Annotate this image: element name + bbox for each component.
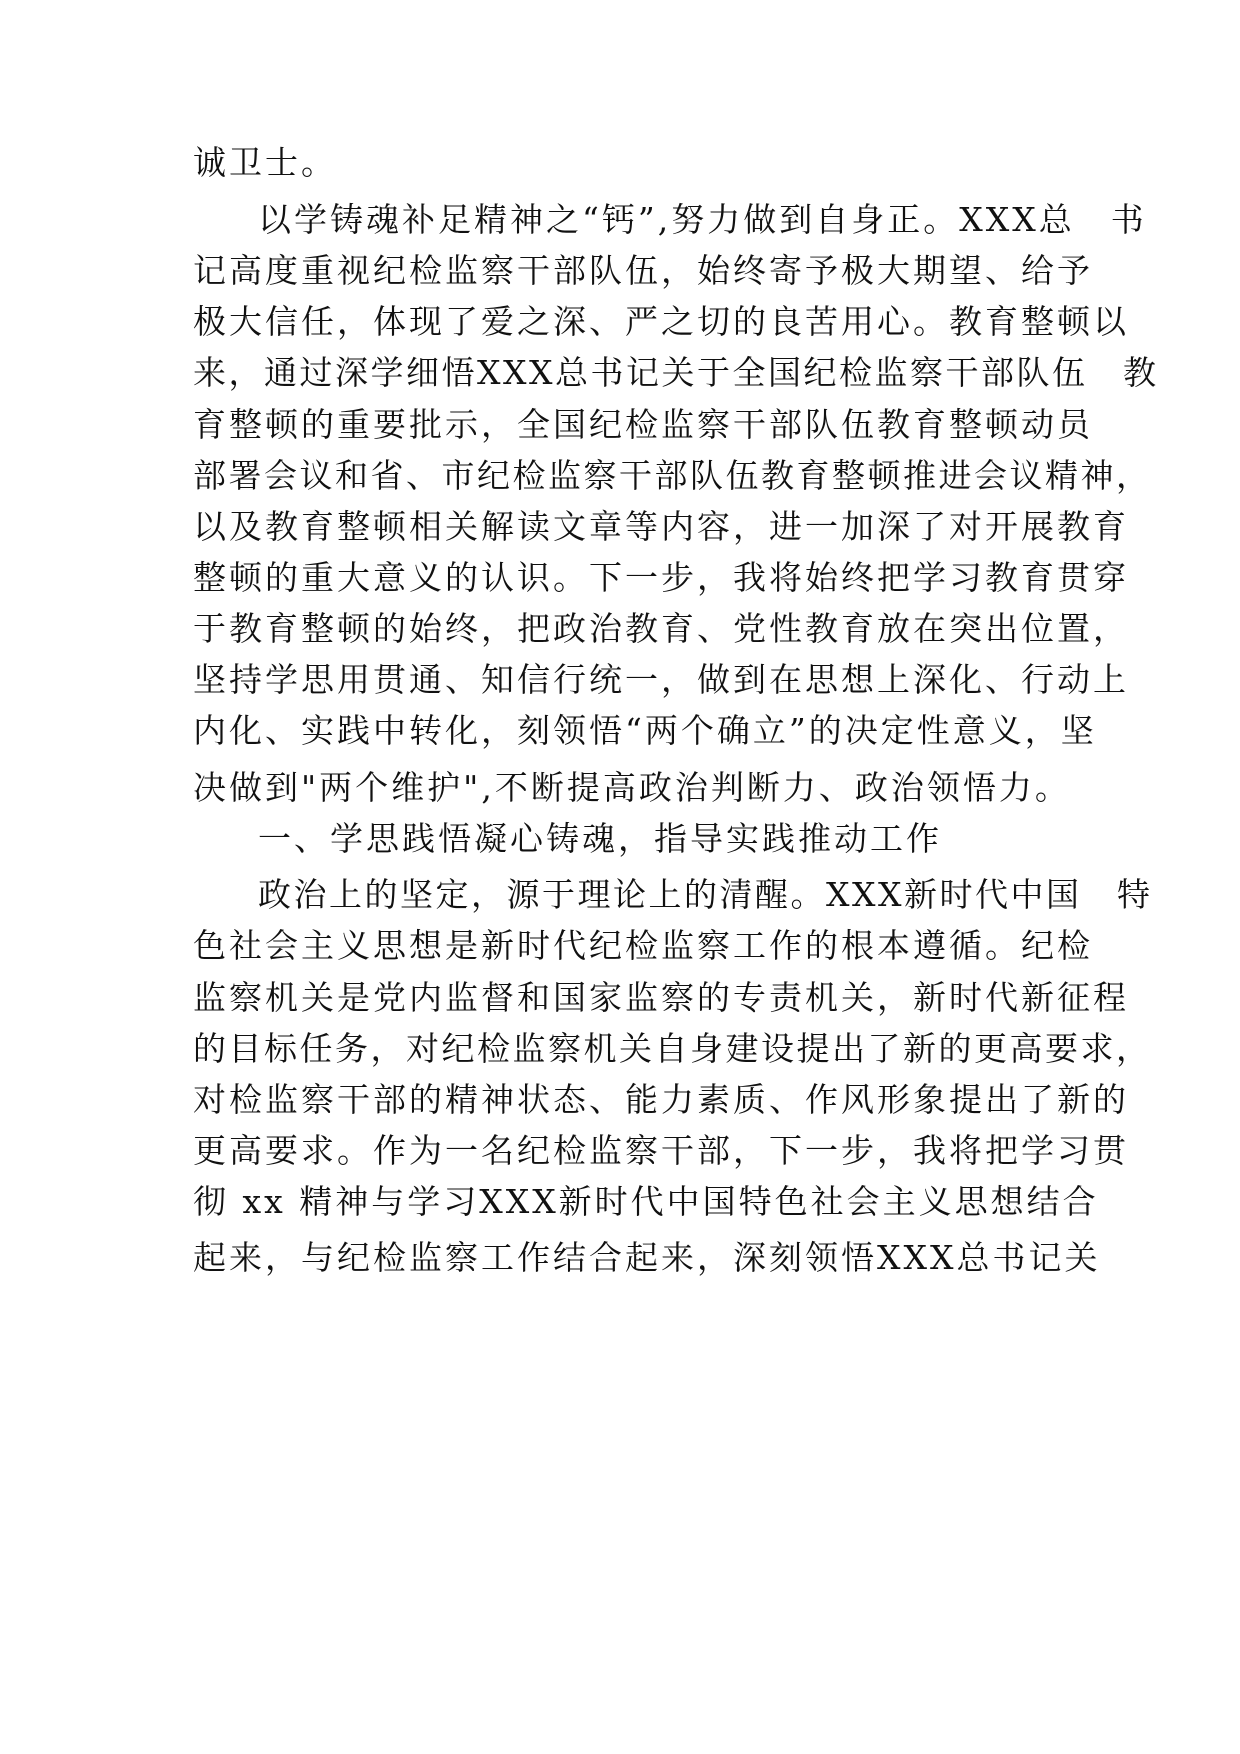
text-line: 部署会议和省、市纪检监察干部队伍教育整顿推进会议精神， bbox=[193, 456, 1152, 495]
text-line: 监察机关是党内监督和国家监察的专责机关，新时代新征程 bbox=[193, 978, 1129, 1017]
text-line: 决做到"两个维护",不断提高政治判断力、政治领悟力。 bbox=[193, 768, 1071, 807]
text-line: 的目标任务，对纪检监察机关自身建设提出了新的更高要求， bbox=[193, 1029, 1152, 1068]
paragraph-first-line: 政治上的坚定，源于理论上的清醒。XXX新时代中国 特 bbox=[258, 875, 1153, 914]
text-line: 坚持学思用贯通、知信行统一，做到在思想上深化、行动上 bbox=[193, 660, 1129, 699]
text-line: 彻 xx 精神与学习XXX新时代中国特色社会主义思想结合 bbox=[193, 1182, 1099, 1221]
text-line: 以及教育整顿相关解读文章等内容，进一加深了对开展教育 bbox=[193, 507, 1129, 546]
text-line: 对检监察干部的精神状态、能力素质、作风形象提出了新的 bbox=[193, 1080, 1129, 1119]
text-line: 于教育整顿的始终，把政治教育、党性教育放在突出位置， bbox=[193, 609, 1129, 648]
text-line: 内化、实践中转化，刻领悟“两个确立”的决定性意义，坚 bbox=[193, 711, 1097, 750]
text-line: 极大信任，体现了爱之深、严之切的良苦用心。教育整顿以 bbox=[193, 302, 1129, 341]
text-line: 更高要求。作为一名纪检监察干部，下一步，我将把学习贯 bbox=[193, 1131, 1129, 1170]
text-line: 整顿的重大意义的认识。下一步，我将始终把学习教育贯穿 bbox=[193, 558, 1129, 597]
text-line: 诚卫士。 bbox=[193, 143, 337, 182]
text-line: 来，通过深学细悟XXX总书记关于全国纪检监察干部队伍 教 bbox=[193, 353, 1159, 392]
text-line: 育整顿的重要批示，全国纪检监察干部队伍教育整顿动员 bbox=[193, 405, 1093, 444]
text-line: 起来，与纪检监察工作结合起来，深刻领悟XXX总书记关 bbox=[193, 1238, 1101, 1277]
text-line: 记高度重视纪检监察干部队伍，始终寄予极大期望、给予 bbox=[193, 251, 1093, 290]
section-heading: 一、学思践悟凝心铸魂，指导实践推动工作 bbox=[258, 819, 942, 858]
paragraph-first-line: 以学铸魂补足精神之“钙”,努力做到自身正。XXX总 书 bbox=[258, 200, 1147, 239]
text-line: 色社会主义思想是新时代纪检监察工作的根本遵循。纪检 bbox=[193, 926, 1093, 965]
